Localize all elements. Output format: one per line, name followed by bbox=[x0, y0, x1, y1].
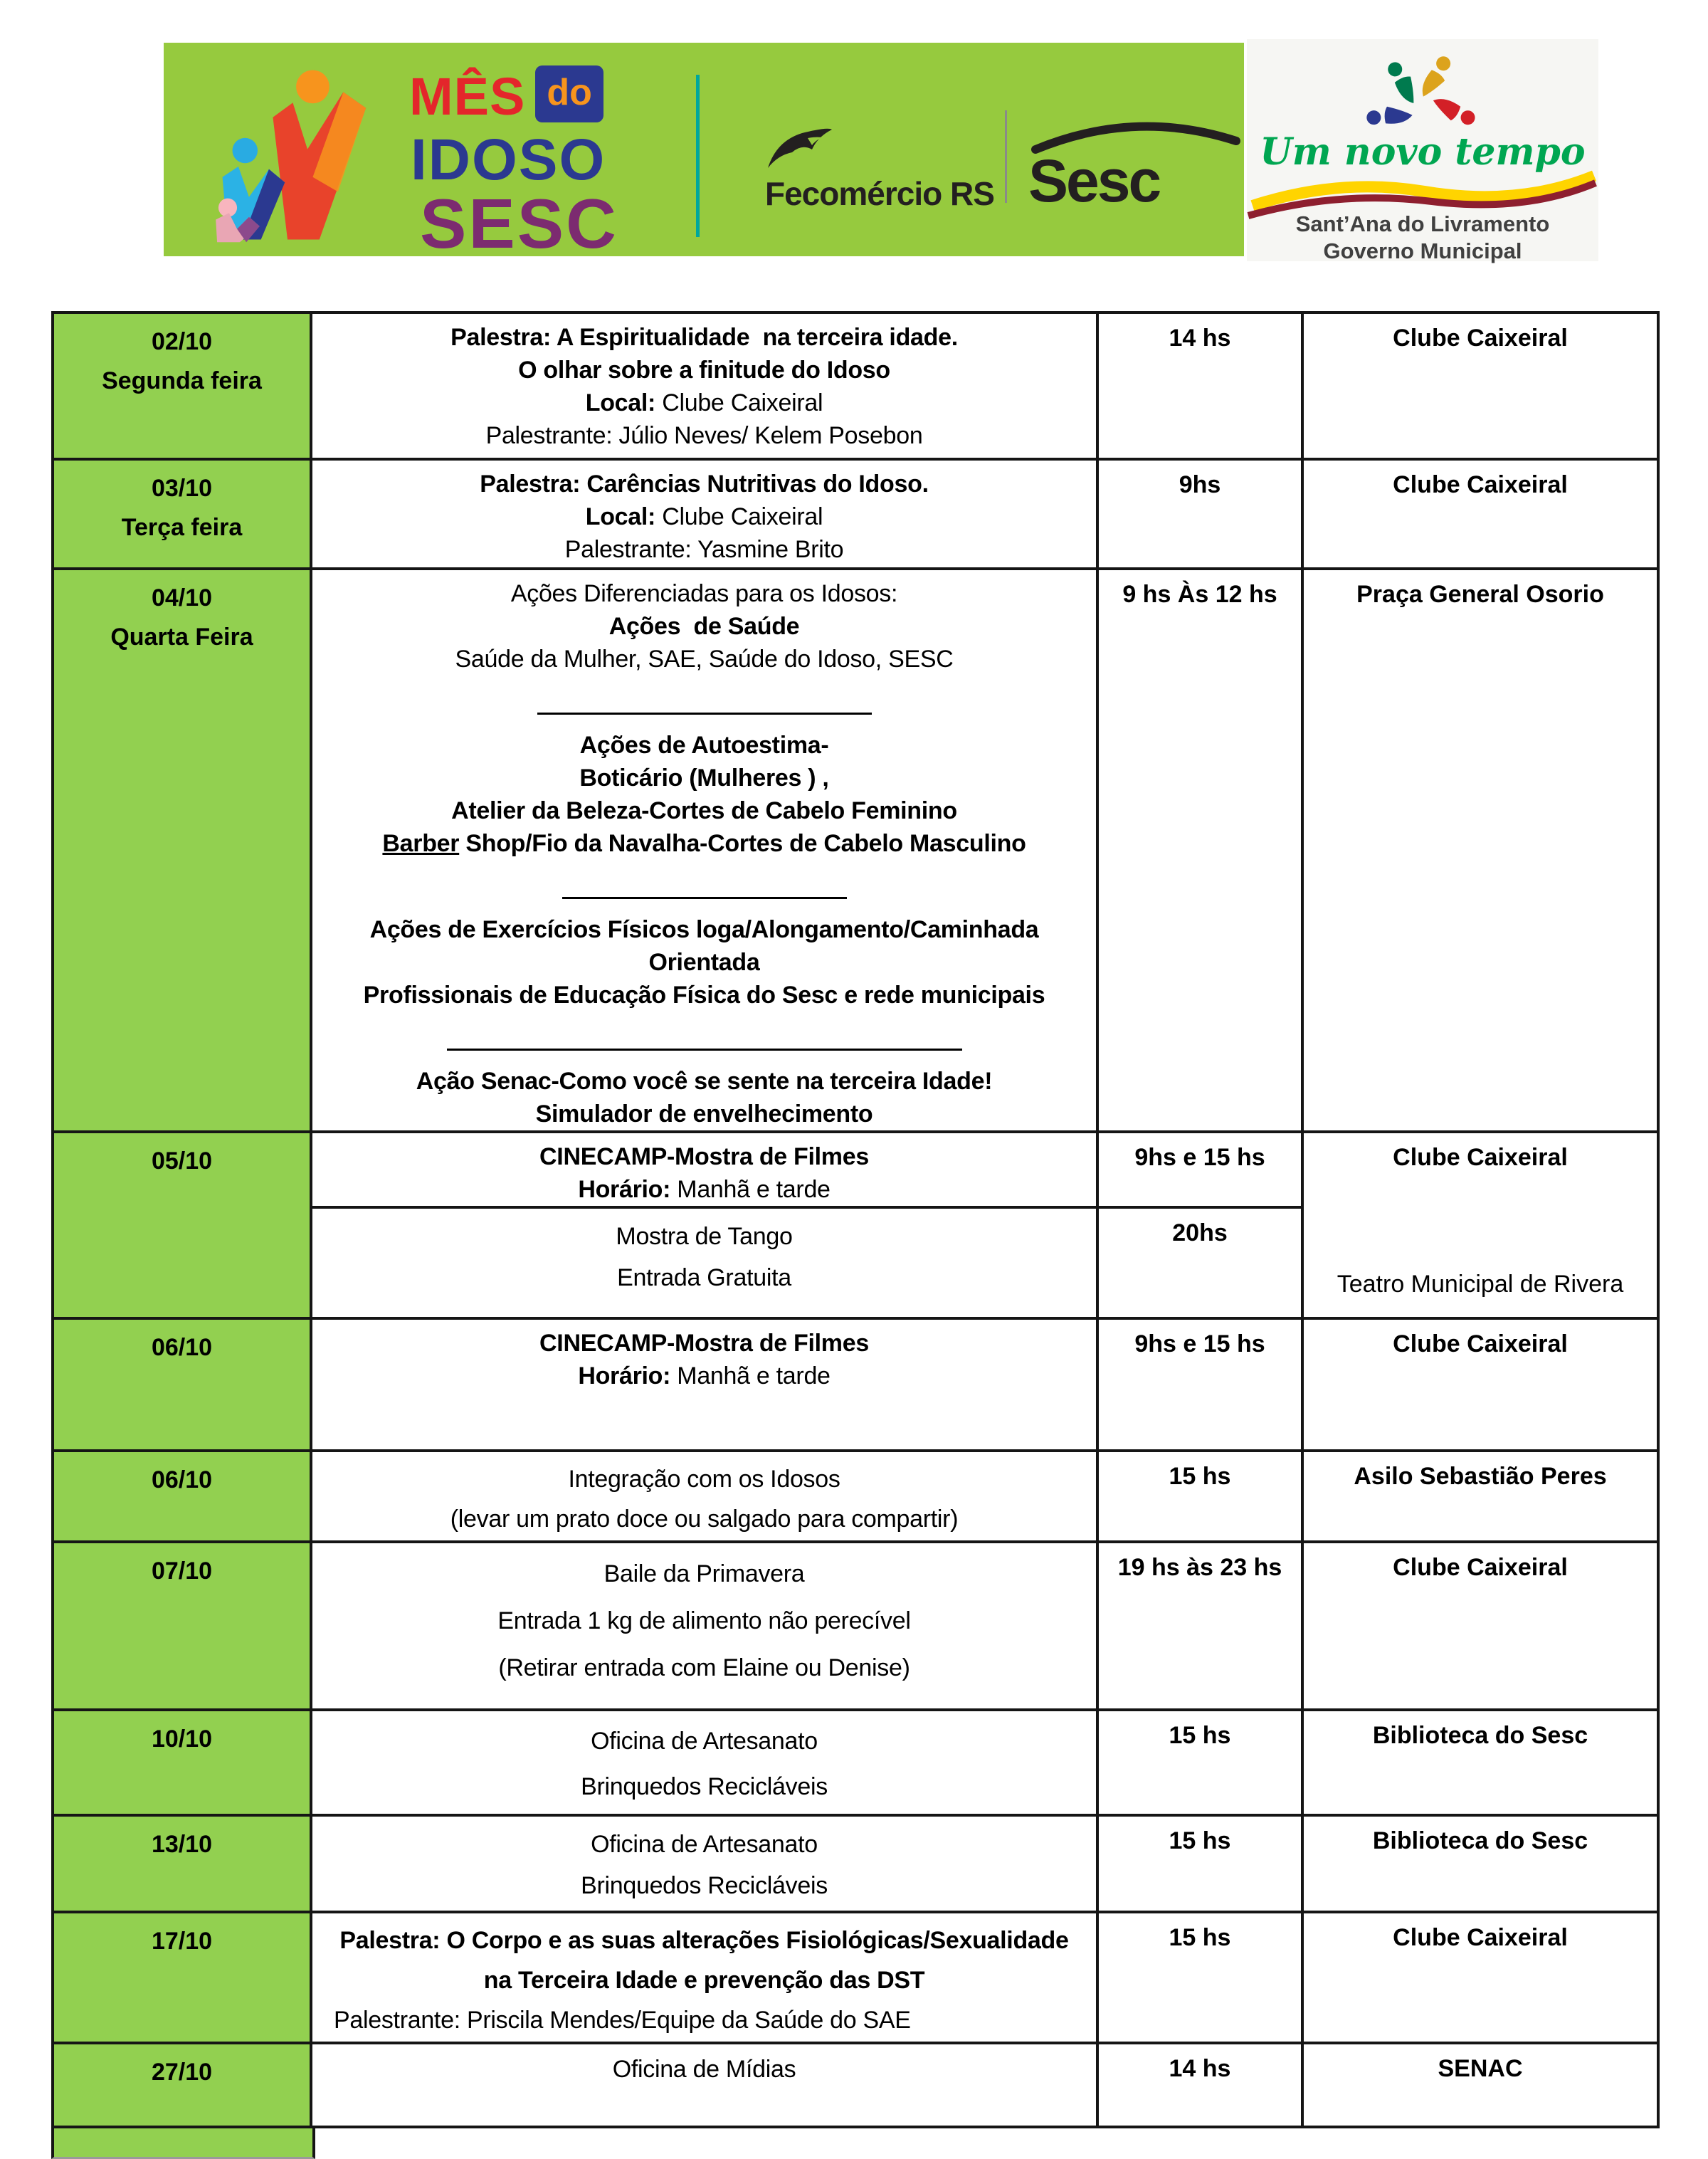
location-line: Clube Caixeiral bbox=[1393, 1330, 1568, 1357]
location-line: Praça General Osorio bbox=[1356, 581, 1604, 608]
event-text: Boticário (Mulheres ) , bbox=[579, 765, 829, 792]
sesc-logo bbox=[1028, 120, 1242, 214]
event-text: Shop/Fio da Navalha-Cortes de Cabelo Masculino bbox=[459, 830, 1026, 857]
location-line: Biblioteca do Sesc bbox=[1372, 1722, 1588, 1749]
date-line: 10/10 bbox=[151, 1725, 213, 1753]
location-wrap bbox=[1304, 322, 1657, 354]
schedule-row bbox=[53, 1710, 1658, 1815]
logo-separator bbox=[1005, 110, 1007, 203]
event-line bbox=[312, 1173, 1096, 1206]
schedule-row bbox=[53, 1451, 1658, 1542]
event-text: Local: bbox=[585, 503, 656, 530]
event-line bbox=[312, 729, 1096, 762]
time-cell: 15 hs bbox=[1097, 1912, 1302, 2043]
schedule-row bbox=[53, 312, 1658, 459]
location-line: Clube Caixeiral bbox=[1393, 1554, 1568, 1581]
event-line bbox=[312, 1824, 1096, 1865]
event-line bbox=[312, 1257, 1096, 1298]
location-cell bbox=[1302, 1451, 1658, 1542]
date-cell bbox=[53, 569, 311, 1132]
date-line: Quarta Feira bbox=[110, 624, 253, 651]
event-line bbox=[312, 643, 1096, 676]
government-label: Governo Municipal bbox=[1323, 238, 1522, 263]
time-cell: 15 hs bbox=[1097, 1815, 1302, 1912]
location-cell bbox=[1302, 1132, 1658, 1318]
event-line bbox=[312, 913, 1096, 946]
location-cell bbox=[1302, 1912, 1658, 2043]
event-text: Orientada bbox=[648, 949, 760, 976]
location-wrap bbox=[1304, 1720, 1657, 1751]
event-line bbox=[312, 1921, 1096, 1960]
event-line bbox=[312, 500, 1096, 533]
location-wrap bbox=[1304, 1328, 1657, 1360]
event-text: Atelier da Beleza-Cortes de Cabelo Feminino bbox=[451, 797, 957, 824]
date-line: 04/10 bbox=[151, 584, 213, 611]
event-text: Manhã e tarde bbox=[670, 1362, 831, 1390]
date-line: Terça feira bbox=[121, 514, 243, 541]
event-cell bbox=[311, 2043, 1097, 2127]
time-cell: 9hs bbox=[1097, 459, 1302, 569]
event-text: Brinquedos Recicláveis bbox=[581, 1773, 828, 1800]
event-line bbox=[312, 1960, 1096, 2000]
event-text: Clube Caixeiral bbox=[655, 503, 823, 530]
location-line: Clube Caixeiral bbox=[1393, 1924, 1568, 1951]
event-text: Palestra: Carências Nutritivas do Idoso. bbox=[480, 471, 929, 498]
sesc-label: Sesc bbox=[1028, 147, 1160, 214]
location-cell bbox=[1302, 1710, 1658, 1815]
date-cell bbox=[53, 459, 311, 569]
event-line bbox=[312, 1499, 1096, 1539]
mes-idoso-sesc-logo bbox=[409, 65, 603, 127]
separator-line bbox=[537, 713, 872, 715]
logo-word-do: do bbox=[535, 65, 603, 122]
schedule-row bbox=[53, 2043, 1658, 2127]
event-text: (Retirar entrada com Elaine ou Denise) bbox=[498, 1654, 910, 1681]
event-line bbox=[312, 419, 1096, 452]
location-line: Clube Caixeiral bbox=[1393, 325, 1568, 352]
event-text: CINECAMP-Mostra de Filmes bbox=[539, 1143, 869, 1170]
people-pinwheel-icon bbox=[1354, 55, 1489, 133]
date-line: 02/10 bbox=[151, 328, 213, 355]
schedule-row bbox=[53, 1318, 1658, 1451]
banner-divider bbox=[696, 75, 700, 237]
event-line bbox=[312, 2000, 1096, 2040]
location-wrap bbox=[1304, 469, 1657, 500]
event-line bbox=[312, 1140, 1096, 1173]
event-line bbox=[312, 1065, 1096, 1098]
date-line: 17/10 bbox=[151, 1928, 213, 1955]
event-text: Palestra: A Espiritualidade na terceira idade. bbox=[450, 324, 958, 351]
event-text: Oficina de Mídias bbox=[612, 2056, 796, 2083]
green-tail-cell bbox=[51, 2128, 315, 2159]
location-line: Clube Caixeiral bbox=[1393, 471, 1568, 498]
location-line: Biblioteca do Sesc bbox=[1372, 1827, 1588, 1854]
event-line bbox=[312, 1550, 1096, 1597]
location-wrap bbox=[1304, 1142, 1657, 1300]
event-text: Simulador de envelhecimento bbox=[535, 1100, 873, 1128]
event-text: Profissionais de Educação Física do Sesc e rede municipais bbox=[363, 982, 1045, 1009]
people-figures-icon bbox=[208, 63, 407, 248]
event-text: Ações de Exercícios Físicos loga/Alongamento/Caminhada bbox=[369, 916, 1039, 943]
date-line: 03/10 bbox=[151, 475, 213, 502]
schedule-row bbox=[53, 1815, 1658, 1912]
event-line bbox=[312, 2052, 1096, 2087]
schedule-row bbox=[53, 1132, 1658, 1207]
time-cell: 9hs e 15 hs bbox=[1097, 1318, 1302, 1451]
event-cell bbox=[311, 1710, 1097, 1815]
time-cell: 14 hs bbox=[1097, 2043, 1302, 2127]
event-line bbox=[312, 610, 1096, 643]
location-line: SENAC bbox=[1438, 2055, 1523, 2082]
event-text: Clube Caixeiral bbox=[655, 389, 823, 416]
schedule-row bbox=[53, 1912, 1658, 2043]
separator-line bbox=[447, 1049, 962, 1051]
event-text: Baile da Primavera bbox=[603, 1560, 805, 1587]
event-line bbox=[312, 468, 1096, 500]
event-line bbox=[312, 1459, 1096, 1499]
date-line: 13/10 bbox=[151, 1831, 213, 1858]
event-line bbox=[312, 1216, 1096, 1257]
city-name: Sant’Ana do Livramento bbox=[1295, 211, 1550, 236]
event-line bbox=[312, 321, 1096, 354]
location-wrap bbox=[1304, 579, 1657, 610]
location-line: Teatro Municipal de Rivera bbox=[1337, 1271, 1624, 1298]
spacer bbox=[312, 676, 1096, 693]
schedule-row bbox=[53, 459, 1658, 569]
event-text: Horário: bbox=[578, 1362, 671, 1390]
time-cell: 9 hs Às 12 hs bbox=[1097, 569, 1302, 1132]
event-text: Ação Senac-Como você se sente na terceira Idade! bbox=[416, 1068, 993, 1095]
location-cell bbox=[1302, 569, 1658, 1132]
event-text: Manhã e tarde bbox=[670, 1176, 831, 1203]
event-cell bbox=[311, 1318, 1097, 1451]
event-line bbox=[312, 1644, 1096, 1691]
event-line bbox=[312, 762, 1096, 794]
location-cell bbox=[1302, 312, 1658, 459]
location-line: Clube Caixeiral bbox=[1393, 1144, 1568, 1171]
event-line bbox=[312, 794, 1096, 827]
date-line: 06/10 bbox=[151, 1334, 213, 1361]
event-text: Mostra de Tango bbox=[616, 1223, 793, 1250]
date-cell bbox=[53, 1318, 311, 1451]
event-line bbox=[312, 1764, 1096, 1809]
event-line bbox=[312, 354, 1096, 387]
time-cell: 19 hs às 23 hs bbox=[1097, 1542, 1302, 1710]
event-cell bbox=[311, 569, 1097, 1132]
event-text: O olhar sobre a finitude do Idoso bbox=[518, 357, 890, 384]
event-line bbox=[312, 1718, 1096, 1764]
time-cell: 14 hs bbox=[1097, 312, 1302, 459]
location-wrap bbox=[1304, 1552, 1657, 1583]
location-wrap bbox=[1304, 2053, 1657, 2084]
schedule-table bbox=[51, 311, 1660, 2128]
logo-word-sesc: SESC bbox=[420, 184, 618, 263]
date-cell bbox=[53, 1710, 311, 1815]
location-cell bbox=[1302, 459, 1658, 569]
event-line bbox=[312, 577, 1096, 610]
event-line bbox=[312, 946, 1096, 979]
event-text: Entrada 1 kg de alimento não perecível bbox=[497, 1607, 911, 1634]
event-cell bbox=[311, 1451, 1097, 1542]
date-line: Segunda feira bbox=[102, 367, 262, 394]
event-cell bbox=[311, 1912, 1097, 2043]
event-line bbox=[312, 1865, 1096, 1906]
event-text: Oficina de Artesanato bbox=[591, 1831, 818, 1858]
event-line bbox=[312, 827, 1096, 860]
event-text: Barber bbox=[382, 830, 460, 857]
event-line bbox=[312, 1597, 1096, 1644]
location-wrap bbox=[1304, 1461, 1657, 1492]
event-text: Ações Diferenciadas para os Idosos: bbox=[510, 580, 898, 607]
location-line: Asilo Sebastião Peres bbox=[1354, 1463, 1607, 1490]
time-cell: 15 hs bbox=[1097, 1451, 1302, 1542]
location-wrap bbox=[1304, 1825, 1657, 1856]
event-cell bbox=[311, 312, 1097, 459]
event-line bbox=[312, 979, 1096, 1012]
date-cell bbox=[53, 2043, 311, 2127]
event-text: (levar um prato doce ou salgado para compartir) bbox=[450, 1506, 959, 1533]
time-cell: 9hs e 15 hs bbox=[1097, 1132, 1302, 1207]
event-text: Local: bbox=[585, 389, 656, 416]
date-line: 07/10 bbox=[151, 1557, 213, 1585]
event-cell bbox=[311, 1815, 1097, 1912]
event-line bbox=[312, 1327, 1096, 1360]
date-cell bbox=[53, 1451, 311, 1542]
event-text: Palestrante: Júlio Neves/ Kelem Posebon bbox=[485, 422, 923, 449]
date-cell bbox=[53, 1132, 311, 1318]
date-cell bbox=[53, 1542, 311, 1710]
leaf-icon bbox=[765, 128, 833, 171]
event-cell bbox=[311, 1132, 1097, 1207]
event-banner bbox=[164, 43, 1244, 263]
event-text: na Terceira Idade e prevenção das DST bbox=[483, 1967, 925, 1994]
date-line: 06/10 bbox=[151, 1466, 213, 1493]
event-text: Brinquedos Recicláveis bbox=[581, 1872, 828, 1899]
location-wrap bbox=[1304, 1922, 1657, 1953]
logo-word-idoso: IDOSO bbox=[411, 127, 606, 192]
separator-line bbox=[562, 897, 847, 899]
spacer bbox=[312, 860, 1096, 877]
date-cell bbox=[53, 1815, 311, 1912]
event-text: Horário: bbox=[578, 1176, 671, 1203]
event-text: CINECAMP-Mostra de Filmes bbox=[539, 1330, 869, 1357]
tagline-script: Um novo tempo bbox=[1260, 130, 1586, 174]
logo-word-mes: MÊS bbox=[409, 67, 526, 126]
event-cell bbox=[311, 1542, 1097, 1710]
table-wrap bbox=[51, 311, 1657, 2159]
date-cell bbox=[53, 1912, 311, 2043]
event-line bbox=[312, 387, 1096, 419]
event-cell bbox=[311, 459, 1097, 569]
municipal-logo-box bbox=[1247, 39, 1598, 261]
date-line: 27/10 bbox=[151, 2059, 213, 2086]
event-text: Saúde da Mulher, SAE, Saúde do Idoso, SESC bbox=[455, 646, 954, 673]
date-line: 05/10 bbox=[151, 1147, 213, 1175]
event-text: Ações de Saúde bbox=[608, 613, 800, 640]
location-cell bbox=[1302, 1542, 1658, 1710]
schedule-row bbox=[53, 569, 1658, 1132]
time-cell: 20hs bbox=[1097, 1207, 1302, 1318]
date-cell bbox=[53, 312, 311, 459]
event-text: Palestrante: Priscila Mendes/Equipe da Saúde do SAE bbox=[334, 2007, 911, 2034]
fecomercio-label: Fecomércio RS bbox=[765, 175, 994, 212]
event-text: Entrada Gratuita bbox=[617, 1264, 791, 1291]
location-cell bbox=[1302, 1318, 1658, 1451]
event-text: Integração com os Idosos bbox=[568, 1466, 840, 1493]
event-text: Ações de Autoestima- bbox=[579, 732, 829, 759]
time-cell: 15 hs bbox=[1097, 1710, 1302, 1815]
fecomercio-logo bbox=[765, 128, 994, 213]
event-line bbox=[312, 1098, 1096, 1130]
schedule-row bbox=[53, 1542, 1658, 1710]
location-cell bbox=[1302, 1815, 1658, 1912]
event-cell bbox=[311, 1207, 1097, 1318]
event-text: Palestra: O Corpo e as suas alterações Fisiológicas/Sexualidade bbox=[339, 1927, 1069, 1954]
event-line bbox=[312, 533, 1096, 566]
event-text: Palestrante: Yasmine Brito bbox=[564, 536, 844, 563]
event-text: Oficina de Artesanato bbox=[591, 1728, 818, 1755]
event-line bbox=[312, 1360, 1096, 1392]
location-cell bbox=[1302, 2043, 1658, 2127]
spacer bbox=[312, 1012, 1096, 1029]
